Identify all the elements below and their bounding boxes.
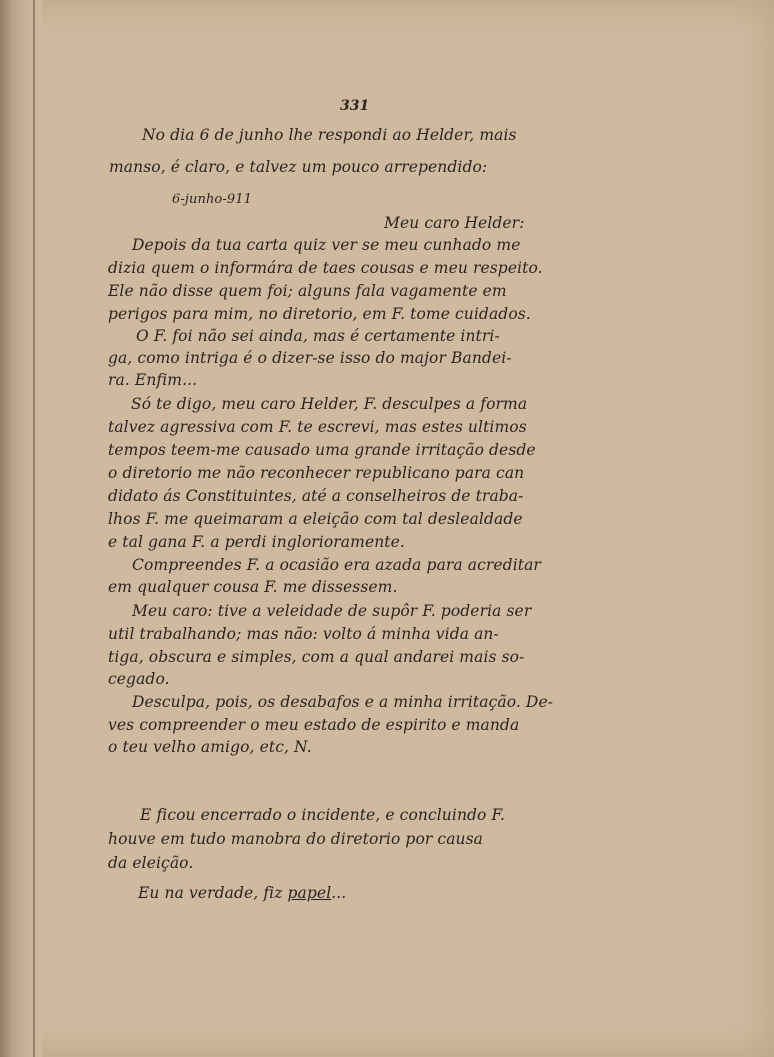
closing-underlined-word: papel (287, 884, 332, 902)
closing-last-prefix: Eu na verdade, fiz (138, 884, 283, 902)
letter-line: didato ás Constituintes, até a conselheiros de traba- (108, 487, 524, 505)
binding-edge-line (33, 0, 35, 1057)
letter-line: talvez agressiva com F. te escrevi, mas estes ultimos (108, 418, 527, 436)
letter-line: dizia quem o informára de taes cousas e meu respeito. (108, 259, 543, 277)
closing-line: da eleição. (108, 854, 194, 872)
letter-line: tempos teem-me causado uma grande irritação desde (108, 441, 536, 459)
letter-line: tiga, obscura e simples, com a qual andarei mais so- (108, 648, 525, 666)
letter-line: e tal gana F. a perdi inglorioramente. (108, 533, 405, 551)
letter-line: o teu velho amigo, etc, N. (108, 738, 312, 756)
letter-date: 6-junho-911 (172, 192, 252, 207)
letter-line: util trabalhando; mas não: volto á minha vida an- (108, 625, 499, 643)
letter-line: cegado. (108, 670, 170, 688)
closing-last-suffix: ... (331, 884, 347, 902)
letter-line: Só te digo, meu caro Helder, F. desculpes a forma (131, 395, 528, 413)
letter-line: perigos para mim, no diretorio, em F. tome cuidados. (108, 305, 531, 323)
letter-line: Compreendes F. a ocasião era azada para acreditar (132, 556, 541, 574)
letter-line: ga, como intriga é o dizer-se isso do major Bandei- (108, 349, 512, 367)
letter-line: ves compreender o meu estado de espirito e manda (108, 716, 520, 734)
closing-line: E ficou encerrado o incidente, e concluindo F. (140, 806, 505, 824)
intro-line: No dia 6 de junho lhe respondi ao Helder, mais (142, 126, 517, 144)
page-number: 331 (340, 98, 370, 114)
letter-line: O F. foi não sei ainda, mas é certamente intri- (136, 327, 500, 345)
letter-line: ra. Enfim... (108, 371, 198, 389)
closing-last-line (138, 884, 346, 902)
letter-line: Depois da tua carta quiz ver se meu cunhado me (132, 236, 521, 254)
letter-line: o diretorio me não reconhecer republicano para can (108, 464, 525, 482)
letter-line: Desculpa, pois, os desabafos e a minha irritação. De- (132, 693, 554, 711)
letter-salutation: Meu caro Helder: (384, 214, 525, 232)
page-binding (0, 0, 42, 1057)
closing-line: houve em tudo manobra do diretorio por causa (108, 830, 484, 848)
intro-line: manso, é claro, e talvez um pouco arrependido: (109, 158, 488, 176)
letter-line: em qualquer cousa F. me dissessem. (108, 578, 398, 596)
letter-line: Ele não disse quem foi; alguns fala vagamente em (108, 282, 507, 300)
letter-line: lhos F. me queimaram a eleição com tal deslealdade (108, 510, 523, 528)
letter-line: Meu caro: tive a veleidade de supôr F. poderia ser (132, 602, 532, 620)
